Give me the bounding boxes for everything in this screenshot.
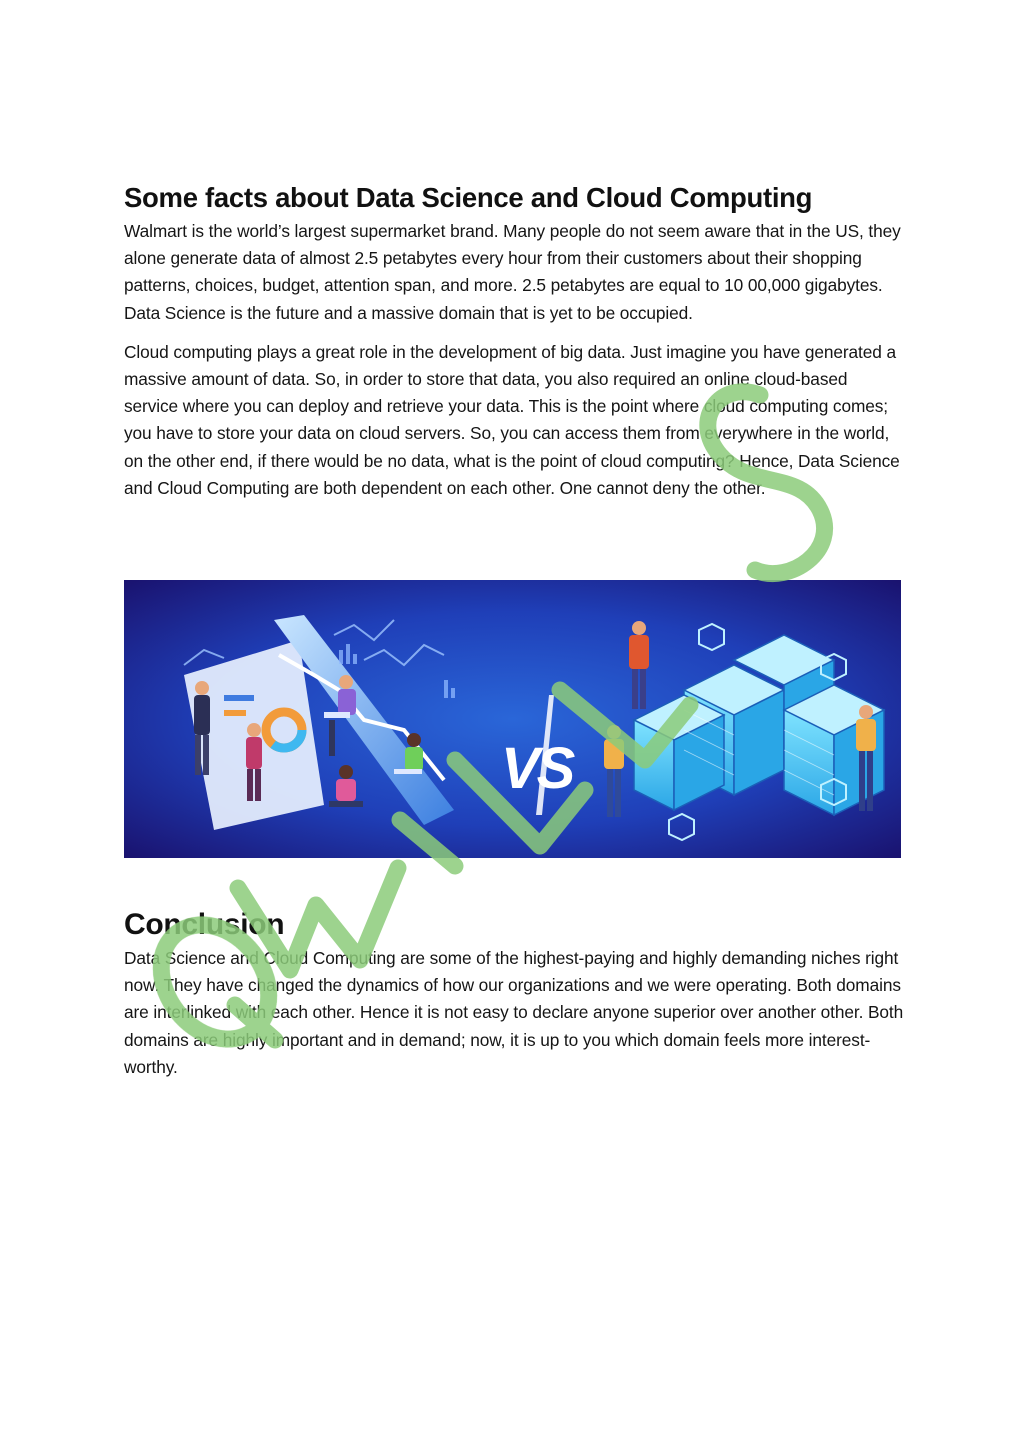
paragraph-cloud-computing: Cloud computing plays a great role in the development of big data. Just imagine you have generated a massive amount of data. So, in order to store that data, you also required an online cloud-based service where you can deploy and retrieve your data. This is the point where cloud computing comes; you have to store your data on cloud servers. So, you can access them from everywhere in the world, on the other end, if there would be no data, what is the point of cloud computing? Hence, Data Science and Cloud Computing are both dependent on each other. One cannot deny the other. [124, 341, 900, 498]
vs-label: VS [501, 736, 573, 801]
conclusion-paragraph: Data Science and Cloud Computing are some of the highest-paying and highly demanding niches right now. They have changed the dynamics of how our organizations and we were operating. Both domains are interlinked with each other. Hence it is not easy to declare anyone superior over another other. Both domains are highly important and in demand; now, it is up to you which domain feels more interest-worthy. [124, 948, 904, 1077]
section-heading: Some facts about Data Science and Cloud Computing [124, 182, 813, 213]
paragraph-walmart: Walmart is the world’s largest supermarket brand. Many people do not seem aware that in the US, they alone generate data of almost 2.5 petabytes every hour from their customers about their shopping patterns, choices, budget, attention span, and more. 2.5 petabytes are equal to 10 00,000 gigabytes. Data Science is the future and a massive domain that is yet to be occupied. [124, 221, 901, 323]
data-science-vs-cloud-banner [124, 580, 901, 858]
conclusion-heading: Conclusion [124, 908, 285, 941]
section-conclusion [124, 905, 904, 1093]
section-data-science-cloud [124, 178, 904, 514]
